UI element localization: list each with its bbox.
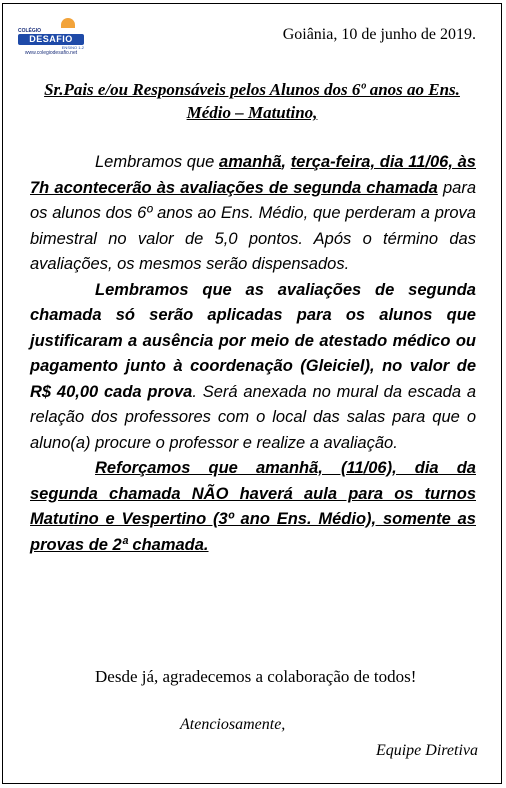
closing-line: Atenciosamente,	[180, 716, 286, 733]
school-logo	[18, 18, 84, 56]
paragraph-2	[30, 278, 476, 457]
p1-text-1: Lembramos que	[95, 153, 220, 171]
p3-emphasis: Reforçamos que amanhã, (11/06), dia da segunda chamada NÃO haverá aula para os turnos Matutino e Vespertino (3º ano Ens. Médio), somente as provas de 2ª chamada.	[30, 459, 476, 554]
logo-top-text: COLÉGIO	[18, 28, 42, 34]
salutation-heading: Sr.Pais e/ou Responsáveis pelos Alunos dos 6º anos ao Ens. Médio – Matutino,	[44, 80, 460, 122]
logo-sub-text: ENSINO 1-2	[61, 45, 84, 50]
thanks-text: Desde já, agradecemos a colaboração de todos!	[95, 667, 417, 686]
paragraph-1	[30, 150, 476, 278]
thanks-paragraph	[30, 664, 476, 689]
notice-body	[30, 150, 476, 558]
logo-url: www.colegiodesafio.net	[24, 50, 78, 56]
p1-emphasis-date: terça-feira, dia 11/06, às 7h acontecerão às avaliações de segunda chamada	[30, 153, 476, 197]
p2-emphasis: Lembramos que as avaliações de segunda chamada só serão aplicadas para os alunos que justificaram a ausência por meio de atestado médico ou pagamento junto à coordenação (Gleiciel), no valor de R$ 40,00 cada prova	[30, 280, 476, 401]
paragraph-3	[30, 456, 476, 558]
p1-emphasis-tomorrow: amanhã	[219, 153, 282, 171]
p2-text: . Será anexada no mural da escada a relação dos professores com o local das salas para que o aluno(a) procure o professor e realize a avaliação.	[30, 382, 476, 452]
logo-main-text: DESAFIO	[18, 34, 84, 45]
date-line: Goiânia, 10 de junho de 2019.	[282, 26, 476, 43]
p1-text-2: para os alunos dos 6º anos ao Ens. Médio, que perderam a prova bimestral no valor de 5,0 pontos. Após o término das avaliações, os mesmos serão dispensados.	[30, 178, 476, 273]
logo-sun-icon	[61, 18, 75, 28]
signature-line: Equipe Diretiva	[375, 742, 478, 759]
p1-text-comma: ,	[281, 153, 291, 171]
